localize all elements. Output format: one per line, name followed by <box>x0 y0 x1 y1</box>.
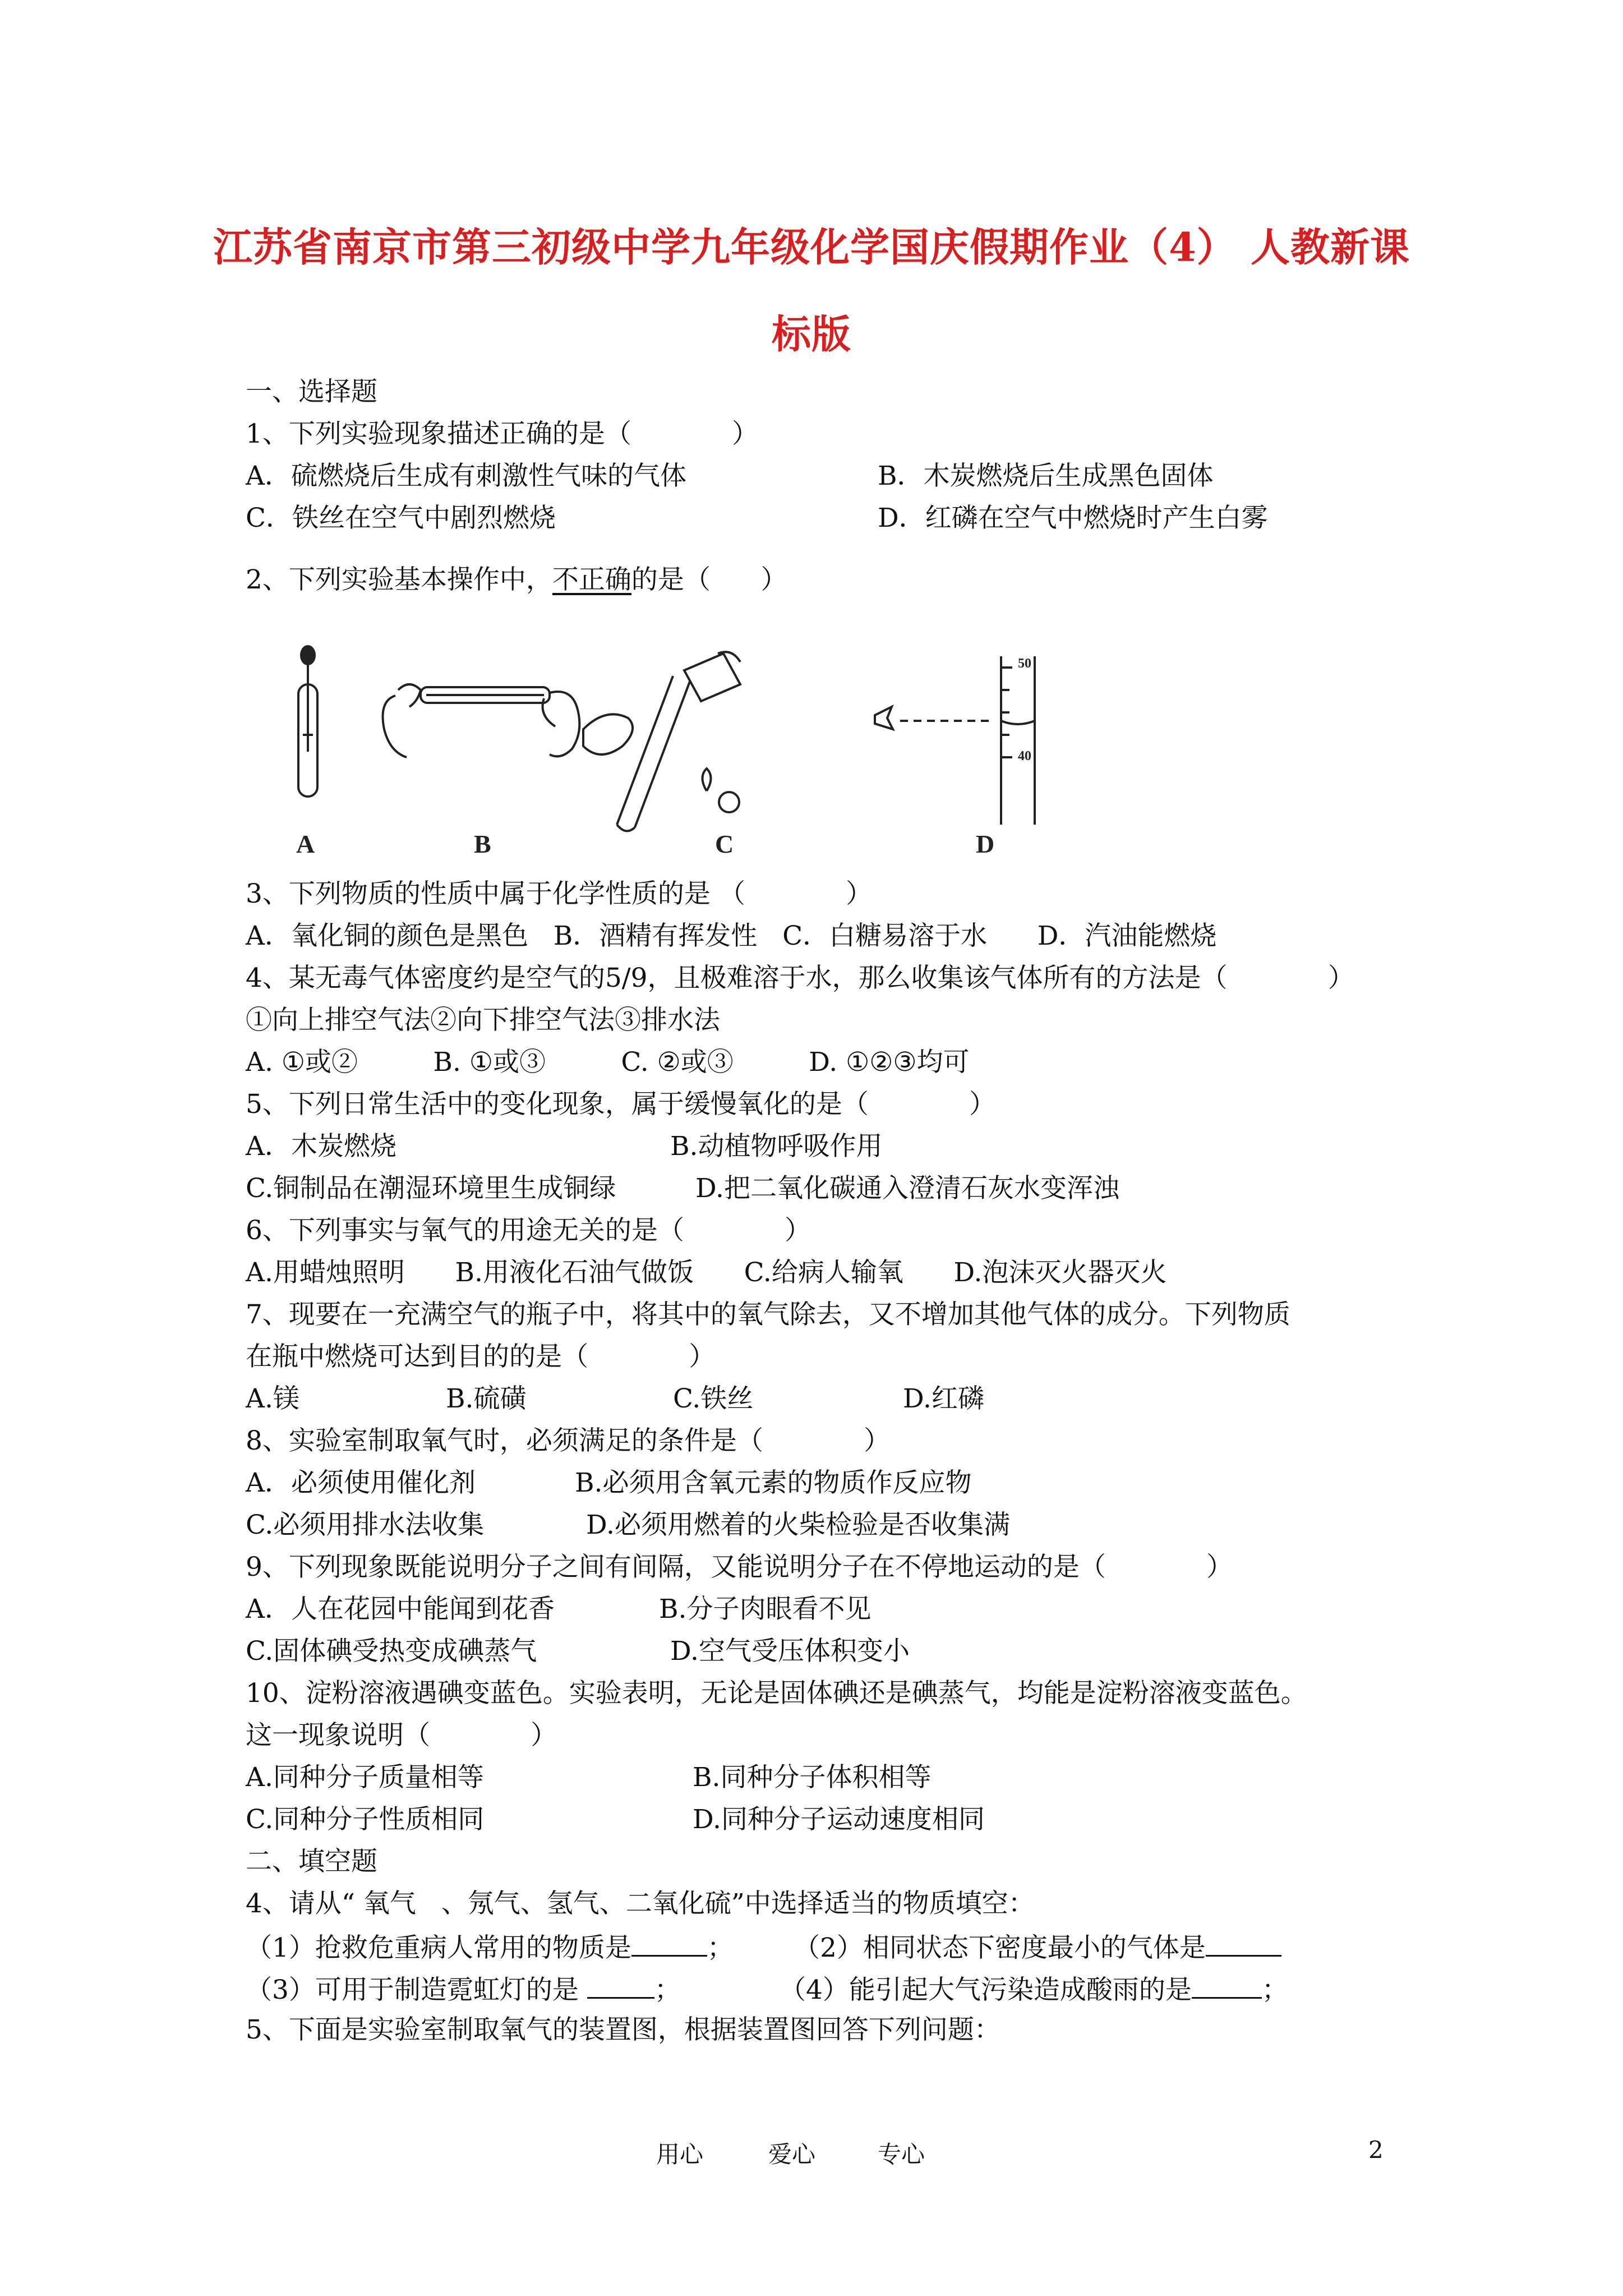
reading-graduated-cylinder-illustration <box>875 656 1035 825</box>
q10-stem-line1: 10、淀粉溶液遇碘变蓝色。实验表明，无论是固体碘还是碘蒸气，均能是淀粉溶液变蓝色。 <box>246 1678 1307 1709</box>
q1-stem: 1、下列实验现象描述正确的是（ ） <box>246 418 759 449</box>
q8-option-a: A．必须使用催化剂 <box>246 1467 476 1498</box>
figure-label-a: A <box>296 830 315 858</box>
q6-options: A.用蜡烛照明 B.用液化石油气做饭 C.给病人输氧 D.泡沫灭火器灭火 <box>246 1257 1167 1288</box>
fill4-part3-blank[interactable] <box>587 1975 654 1999</box>
fill4-part1-text: （1）抢救危重病人常用的物质是 <box>246 1932 631 1963</box>
fill4-part3-end: ； <box>654 1975 681 2005</box>
q10-stem-line2: 这一现象说明（ ） <box>246 1720 557 1751</box>
fill4-part3 <box>246 1975 681 2003</box>
fill4-part2 <box>794 1932 1281 1961</box>
q7-option-d: D.红磷 <box>903 1383 984 1414</box>
page-number: 2 <box>1368 2136 1384 2164</box>
q5-stem: 5、下列日常生活中的变化现象，属于缓慢氧化的是（ ） <box>246 1089 996 1120</box>
q4-stem: 4、某无毒气体密度约是空气的5/9，且极难溶于水，那么收集该气体所有的方法是（ ） <box>246 963 1354 993</box>
q2-stem-post: 的是（ ） <box>631 564 787 595</box>
q8-option-d: D.必须用燃着的火柴检验是否收集满 <box>586 1510 1010 1540</box>
q3-stem: 3、下列物质的性质中属于化学性质的是 （ ） <box>246 878 873 909</box>
q9-stem: 9、下列现象既能说明分子之间有间隔，又能说明分子在不停地运动的是（ ） <box>246 1552 1233 1582</box>
fill5-stem: 5、下面是实验室制取氧气的装置图，根据装置图回答下列问题： <box>246 2014 1000 2045</box>
q7-option-b: B.硫磺 <box>446 1383 527 1414</box>
q1-option-b: B．木炭燃烧后生成黑色固体 <box>878 461 1214 491</box>
figure-label-d: D <box>976 830 995 858</box>
fill4-stem: 4、请从“ 氧气 、氖气、氢气、二氧化硫”中选择适当的物质填空： <box>246 1888 1035 1919</box>
fill4-part2-text: （2）相同状态下密度最小的气体是 <box>794 1932 1206 1963</box>
figure-label-b: B <box>474 830 491 858</box>
q2-lab-operations-figure <box>280 645 1077 858</box>
dropper-in-test-tube-illustration <box>298 646 317 797</box>
q1-option-a: A．硫燃烧后生成有刺激性气味的气体 <box>246 461 686 491</box>
q8-stem: 8、实验室制取氧气时，必须满足的条件是（ ） <box>246 1425 891 1456</box>
hands-holding-tube-illustration <box>383 684 580 757</box>
q8-option-c: C.必须用排水法收集 <box>246 1510 485 1540</box>
q7-stem-line1: 7、现要在一充满空气的瓶子中，将其中的氧气除去，又不增加其他气体的成分。下列物质 <box>246 1299 1290 1330</box>
section-choice-heading: 一、选择题 <box>246 376 377 407</box>
fill4-part1-end: ； <box>707 1932 734 1963</box>
fill4-part4 <box>780 1975 1288 2003</box>
q5-option-d: D.把二氧化碳通入澄清石灰水变浑浊 <box>695 1173 1119 1204</box>
q7-option-a: A.镁 <box>246 1383 299 1414</box>
q9-option-a: A．人在花园中能闻到花香 <box>246 1594 555 1625</box>
footer-word-1: 用心 <box>656 2141 704 2168</box>
q2-stem <box>246 564 787 595</box>
footer-word-3: 专心 <box>878 2141 925 2168</box>
q9-option-d: D.空气受压体积变小 <box>670 1636 910 1667</box>
q8-option-b: B.必须用含氧元素的物质作反应物 <box>575 1467 972 1498</box>
q1-option-c: C．铁丝在空气中剧烈燃烧 <box>246 503 556 533</box>
q10-option-b: B.同种分子体积相等 <box>693 1762 932 1793</box>
section-fill-heading: 二、填空题 <box>246 1846 377 1877</box>
q10-option-a: A.同种分子质量相等 <box>246 1762 484 1793</box>
fill4-part2-blank[interactable] <box>1206 1932 1281 1957</box>
q5-option-c: C.铜制品在潮湿环境里生成铜绿 <box>246 1173 616 1204</box>
figure-label-c: C <box>715 830 734 858</box>
q5-option-b: B.动植物呼吸作用 <box>670 1131 883 1162</box>
cylinder-scale-50: 50 <box>1018 656 1031 671</box>
fill4-part1-blank[interactable] <box>631 1932 707 1957</box>
q2-stem-underlined: 不正确 <box>552 564 631 595</box>
q3-options: A．氧化铜的颜色是黑色 B．酒精有挥发性 C．白糖易溶于水 D．汽油能燃烧 <box>246 921 1217 951</box>
fill4-part4-blank[interactable] <box>1192 1975 1262 1999</box>
q9-option-c: C.固体碘受热变成碘蒸气 <box>246 1636 537 1667</box>
q4-methods: ①向上排空气法②向下排空气法③排水法 <box>246 1005 720 1036</box>
document-title-line2: 标版 <box>772 311 851 357</box>
q10-option-c: C.同种分子性质相同 <box>246 1804 485 1835</box>
pouring-reagent-illustration <box>583 652 740 831</box>
q7-option-c: C.铁丝 <box>673 1383 754 1414</box>
fill4-part1 <box>246 1932 734 1961</box>
q9-option-b: B.分子肉眼看不见 <box>659 1594 872 1625</box>
q2-stem-pre: 2、下列实验基本操作中， <box>246 564 552 595</box>
q4-options: A. ①或② B. ①或③ C. ②或③ D. ①②③均可 <box>246 1047 970 1078</box>
fill4-part3-text: （3）可用于制造霓虹灯的是 <box>246 1975 587 2005</box>
q10-option-d: D.同种分子运动速度相同 <box>693 1804 985 1835</box>
q5-option-a: A．木炭燃烧 <box>246 1131 396 1162</box>
document-title-line1: 江苏省南京市第三初级中学九年级化学国庆假期作业（4） 人教新课 <box>213 224 1410 270</box>
fill4-part4-text: （4）能引起大气污染造成酸雨的是 <box>780 1975 1192 2005</box>
footer-word-2: 爱心 <box>768 2141 816 2168</box>
q7-stem-line2: 在瓶中燃烧可达到目的的是（ ） <box>246 1341 716 1372</box>
q6-stem: 6、下列事实与氧气的用途无关的是（ ） <box>246 1215 811 1246</box>
cylinder-scale-40: 40 <box>1018 749 1031 763</box>
fill4-part4-end: ； <box>1261 1975 1288 2005</box>
q1-option-d: D．红磷在空气中燃烧时产生白雾 <box>878 503 1268 533</box>
